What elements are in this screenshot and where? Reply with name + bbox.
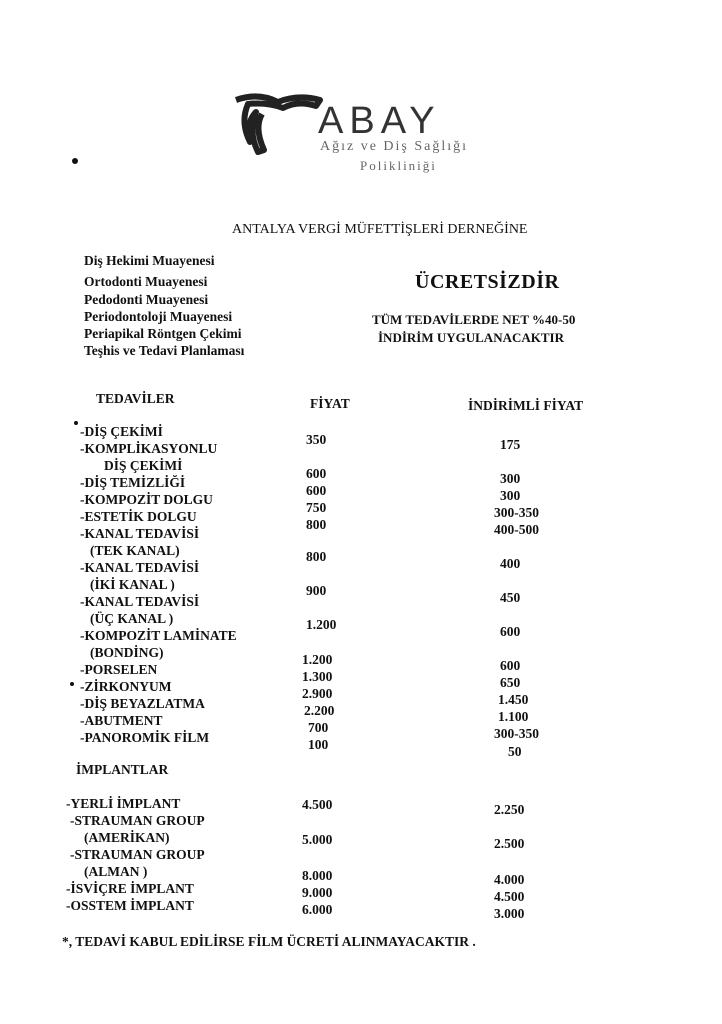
implants-heading: İMPLANTLAR — [76, 762, 169, 777]
treatment-line: -KOMPOZİT DOLGU — [80, 492, 213, 507]
header-treatments: TEDAVİLER — [96, 391, 175, 406]
implant-line: -STRAUMAN GROUP — [70, 847, 205, 862]
discounted-value: 50 — [508, 744, 522, 759]
treatment-line: (BONDİNG) — [90, 645, 164, 660]
bullet-dot — [72, 158, 78, 164]
implant-price: 5.000 — [302, 832, 333, 847]
implant-discounted: 4.500 — [494, 889, 525, 904]
price-value: 700 — [308, 720, 329, 735]
treatment-line: -KOMPLİKASYONLU — [80, 441, 218, 456]
implant-line: -OSSTEM İMPLANT — [66, 898, 194, 913]
price-value: 2.200 — [304, 703, 335, 718]
implant-price: 8.000 — [302, 868, 333, 883]
exam-item: Ortodonti Muayenesi — [84, 274, 208, 289]
implant-line: (AMERİKAN) — [84, 830, 170, 845]
treatment-line: -DİŞ BEYAZLATMA — [80, 696, 205, 711]
tooth-logo-icon — [228, 92, 328, 162]
implant-discounted: 2.500 — [494, 836, 525, 851]
implant-line: -İSVİÇRE İMPLANT — [66, 881, 194, 896]
discounted-value: 450 — [500, 590, 521, 605]
price-value: 800 — [306, 549, 327, 564]
exam-item: Periapikal Röntgen Çekimi — [84, 326, 242, 341]
price-value: 350 — [306, 432, 327, 447]
discounted-value: 650 — [500, 675, 521, 690]
treatment-line: (İKİ KANAL ) — [90, 577, 175, 592]
implant-price: 6.000 — [302, 902, 333, 917]
implant-line: -STRAUMAN GROUP — [70, 813, 205, 828]
price-value: 1.300 — [302, 669, 333, 684]
price-value: 600 — [306, 466, 327, 481]
exam-item: Pedodonti Muayenesi — [84, 292, 209, 307]
treatment-line: -ABUTMENT — [80, 713, 163, 728]
implant-price: 4.500 — [302, 797, 333, 812]
implant-discounted: 4.000 — [494, 872, 525, 887]
discounted-value: 175 — [500, 437, 521, 452]
exam-item: Teşhis ve Tedavi Planlaması — [84, 343, 245, 358]
discounted-value: 300-350 — [494, 726, 539, 741]
logo-wordmark: ABAY — [318, 100, 441, 142]
discounted-value: 300-350 — [494, 505, 539, 520]
implant-discounted: 2.250 — [494, 802, 525, 817]
discounted-value: 600 — [500, 658, 521, 673]
bullet-dot — [74, 421, 78, 425]
discounted-value: 600 — [500, 624, 521, 639]
bullet-dot — [70, 682, 74, 686]
treatment-line: -KANAL TEDAVİSİ — [80, 594, 200, 609]
addressee: ANTALYA VERGİ MÜFETTİŞLERİ DERNEĞİNE — [232, 222, 528, 237]
price-value: 2.900 — [302, 686, 333, 701]
discount-note: TÜM TEDAVİLERDE NET %40-50 — [372, 312, 576, 327]
treatment-line: -PORSELEN — [80, 662, 158, 677]
treatment-line: -ZİRKONYUM — [80, 679, 172, 694]
price-value: 100 — [308, 737, 329, 752]
discounted-value: 1.450 — [498, 692, 529, 707]
logo-subtitle-2: Polikliniği — [360, 158, 437, 173]
logo-subtitle: Ağız ve Diş Sağlığı — [320, 139, 469, 154]
discounted-value: 300 — [500, 488, 521, 503]
footnote: *, TEDAVİ KABUL EDİLİRSE FİLM ÜCRETİ ALINMAYACAKTIR . — [62, 934, 476, 949]
exam-item: Diş Hekimi Muayenesi — [84, 253, 215, 268]
treatment-line: -DİŞ ÇEKİMİ — [80, 424, 163, 439]
implant-line: -YERLİ İMPLANT — [66, 796, 181, 811]
price-value: 750 — [306, 500, 327, 515]
free-label: ÜCRETSİZDİR — [415, 271, 560, 293]
price-value: 600 — [306, 483, 327, 498]
discounted-value: 1.100 — [498, 709, 529, 724]
discounted-value: 400-500 — [494, 522, 539, 537]
treatment-line: (ÜÇ KANAL ) — [90, 611, 174, 626]
treatment-line: -KANAL TEDAVİSİ — [80, 560, 200, 575]
treatment-line: -PANOROMİK FİLM — [80, 730, 210, 745]
treatment-line: (TEK KANAL) — [90, 543, 180, 558]
treatment-line: -DİŞ TEMİZLİĞİ — [80, 475, 186, 490]
implant-line: (ALMAN ) — [84, 864, 148, 879]
price-value: 900 — [306, 583, 327, 598]
price-value: 1.200 — [302, 652, 333, 667]
price-value: 800 — [306, 517, 327, 532]
header-price: FİYAT — [310, 396, 350, 411]
implant-price: 9.000 — [302, 885, 333, 900]
treatment-line: -ESTETİK DOLGU — [80, 509, 197, 524]
discounted-value: 400 — [500, 556, 521, 571]
header-discounted: İNDİRİMLİ FİYAT — [468, 398, 584, 413]
implant-discounted: 3.000 — [494, 906, 525, 921]
treatment-line: -KANAL TEDAVİSİ — [80, 526, 200, 541]
treatment-line: -KOMPOZİT LAMİNATE — [80, 628, 237, 643]
price-value: 1.200 — [306, 617, 337, 632]
discount-note: İNDİRİM UYGULANACAKTIR — [378, 330, 564, 345]
discounted-value: 300 — [500, 471, 521, 486]
exam-item: Periodontoloji Muayenesi — [84, 309, 233, 324]
treatment-line: DİŞ ÇEKİMİ — [104, 458, 183, 473]
